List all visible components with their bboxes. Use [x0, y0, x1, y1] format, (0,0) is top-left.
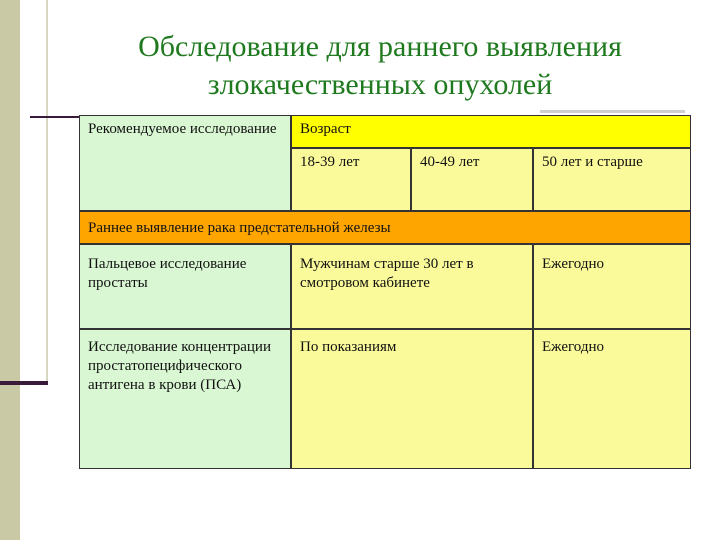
side-accent-line	[0, 381, 48, 385]
row2-age-50-plus: Ежегодно	[533, 329, 691, 469]
title-line-1: Обследование для раннего выявления	[138, 30, 622, 63]
exam-psa-test: Исследование концентрации простатопецифического антигена в крови (ПСА)	[79, 329, 291, 469]
header-age: Возраст	[291, 115, 691, 148]
age-group-18-39: 18-39 лет	[291, 148, 411, 211]
age-group-50-plus: 50 лет и старше	[533, 148, 691, 211]
row1-age-50-plus: Ежегодно	[533, 244, 691, 329]
row1-age-18-49: Мужчинам старше 30 лет в смотровом кабинете	[291, 244, 533, 329]
slide-title	[80, 28, 680, 104]
side-decoration-bar	[0, 0, 20, 540]
age-group-40-49: 40-49 лет	[411, 148, 533, 211]
title-line-2: злокачественных опухолей	[207, 68, 553, 101]
vertical-divider-line	[46, 0, 48, 385]
exam-digital-rectal: Пальцевое исследование простаты	[79, 244, 291, 329]
header-recommended-exam: Рекомендуемое исследование	[79, 115, 291, 211]
table-shadow-line	[540, 110, 685, 113]
row2-age-18-49: По показаниям	[291, 329, 533, 469]
section-prostate-cancer: Раннее выявление рака предстательной железы	[79, 211, 691, 244]
